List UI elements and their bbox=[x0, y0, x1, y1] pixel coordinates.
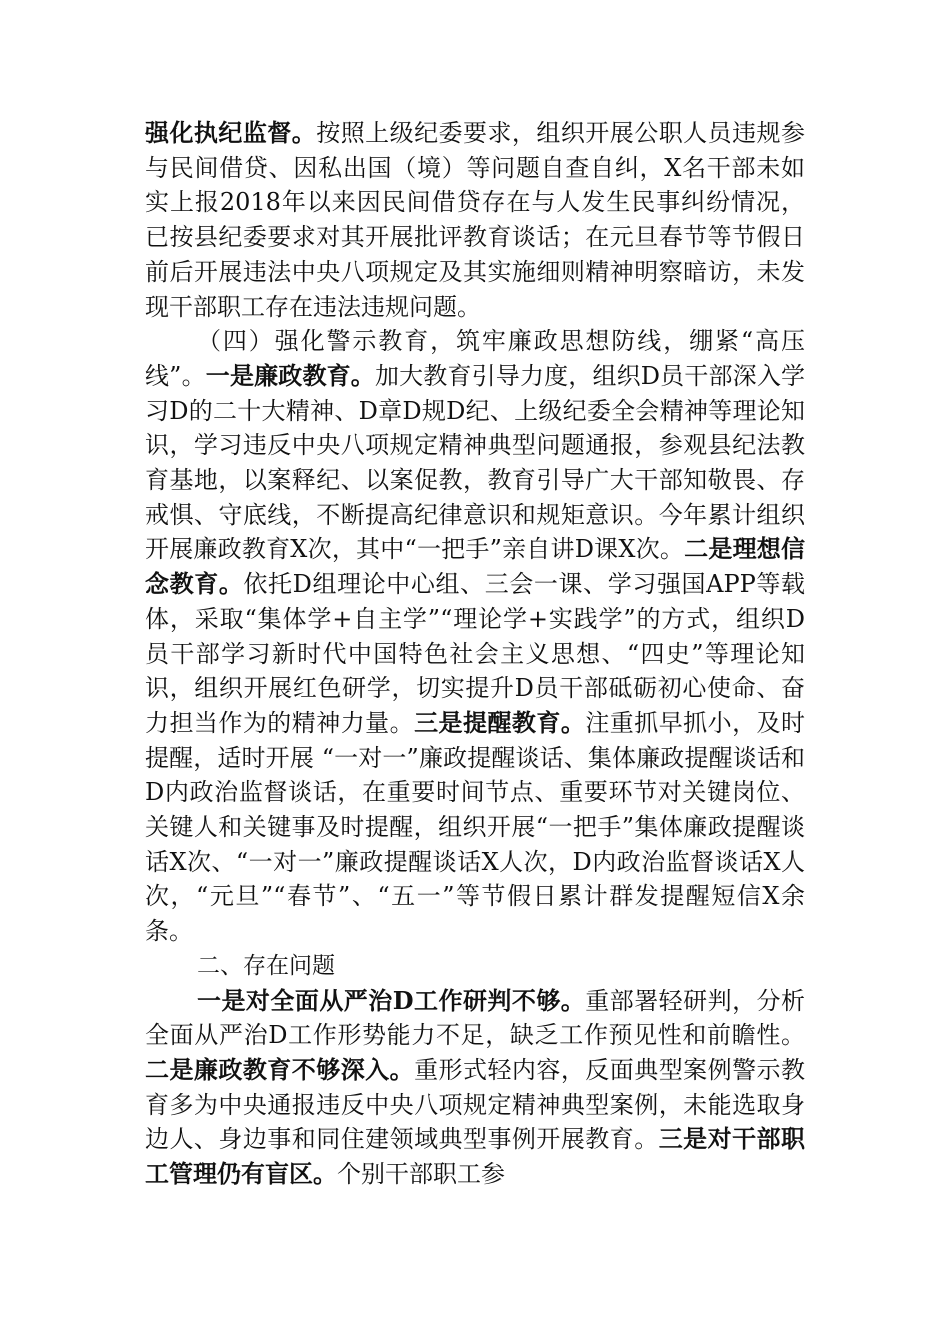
section-heading bbox=[145, 949, 805, 984]
bold-lead-phrase: 二是理想信念教育。 bbox=[145, 534, 806, 599]
text-run: 个别干部职工参 bbox=[337, 1160, 505, 1189]
text-run: 依托D组理论中心组、三会一课、学习强国APP等载体，采取“集体学+自主学”“理论学+实践学”的方式，组织D员干部学习新时代中国特色社会主义思想、“四史”等理论知识，组织开展红色研学，切实提升D员干部砥砺初心使命、奋力担当作为的精神力量。 bbox=[145, 570, 805, 737]
text-run: 注重抓早抓小，及时提醒，适时开展 “一对一”廉政提醒谈话、集体廉政提醒谈话和D内政治监督谈话，在重要时间节点、重要环节对关键岗位、关键人和关键事及时提醒，组织开展“一把手”集体廉政提醒谈话X次、“一对一”廉政提醒谈话X人次，D内政治监督谈话X人次，“元旦”“春节”、“五一”等节假日累计群发提醒短信X余条。 bbox=[145, 708, 806, 946]
bold-lead-phrase: 一是廉政教育。 bbox=[205, 360, 375, 390]
text-run: 二、存在问题 bbox=[197, 952, 335, 979]
body-paragraph bbox=[145, 116, 805, 324]
body-paragraph bbox=[145, 324, 805, 949]
bold-lead-phrase: 一是对全面从严治D工作研判不够。 bbox=[197, 985, 586, 1015]
text-run: 重部署轻研判，分析全面从严治D工作形势能力不足，缺乏工作预见性和前瞻性。 bbox=[145, 986, 806, 1050]
text-run: 按照上级纪委要求，组织开展公职人员违规参与民间借贷、因私出国（境）等问题自查自纠，X名干部未如实上报2018年以来因民间借贷存在与人发生民事纠纷情况，已按县纪委要求对其开展批评教育谈话；在元旦春节等节假日前后开展违法中央八项规定及其实施细则精神明察暗访，未发现干部职工存在违法违规问题。 bbox=[145, 119, 806, 321]
bold-lead-phrase: 三是提醒教育。 bbox=[414, 707, 586, 737]
document-page bbox=[145, 116, 805, 1192]
text-run: 加大教育引导力度，组织D员干部深入学习D的二十大精神、D章D规D纪、上级纪委全会精神等理论知识，学习违反中央八项规定精神典型问题通报，参观县纪法教育基地，以案释纪、以案促教，教育引导广大干部知敬畏、存戒惧、守底线，不断提高纪律意识和规矩意识。今年累计组织开展廉政教育X次，其中“一把手”亲自讲D课X次。 bbox=[145, 361, 806, 564]
bold-lead-phrase: 强化执纪监督。 bbox=[145, 118, 317, 147]
bold-lead-phrase: 三是对干部职工管理仍有盲区。 bbox=[145, 1124, 806, 1189]
bold-lead-phrase: 二是廉政教育不够深入。 bbox=[145, 1054, 415, 1084]
text-run: 重形式轻内容，反面典型案例警示教育多为中央通报违反中央八项规定精神典型案例，未能选取身边人、身边事和同住建领域典型事例开展教育。 bbox=[145, 1055, 806, 1154]
body-paragraph bbox=[145, 984, 805, 1192]
text-run: （四）强化警示教育，筑牢廉政思想防线，绷紧“高压线”。 bbox=[145, 327, 805, 390]
